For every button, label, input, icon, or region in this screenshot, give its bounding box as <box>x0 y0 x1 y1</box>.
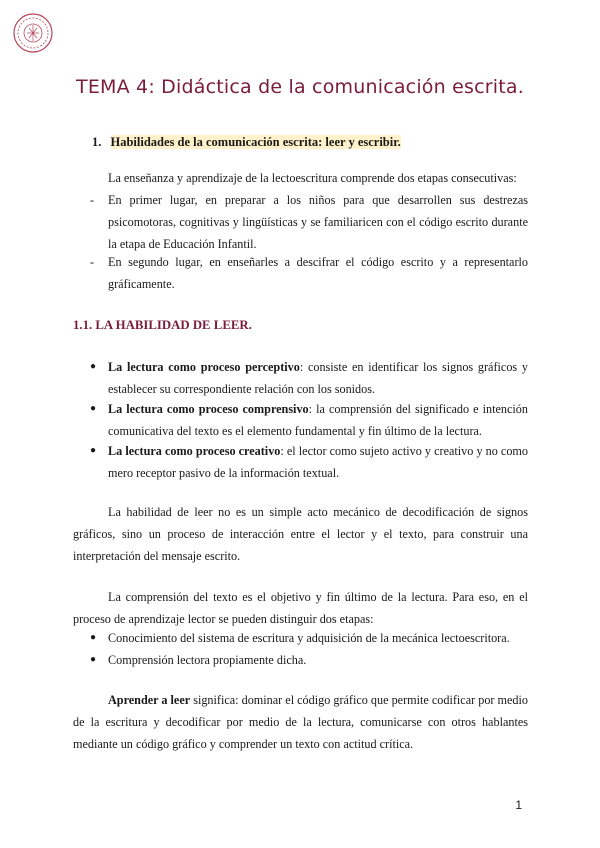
bullet-dot-icon: ● <box>90 445 97 456</box>
bullet-dot-icon: ● <box>90 654 97 665</box>
bullet-text: : el lector como sujeto activo y creativo y no como mero receptor pasivo de la información textual. <box>108 444 529 480</box>
university-seal-icon <box>12 12 54 54</box>
bullet-text: Comprensión lectora propiamente dicha. <box>108 653 307 667</box>
subsection-heading: 1.1. LA HABILIDAD DE LEER. <box>73 318 252 332</box>
bullet-text: : la comprensión del significado e intención comunicativa del texto es el elemento fundamental y fin último de la lectura. <box>108 402 528 438</box>
section-title: Habilidades de la comunicación escrita: leer y escribir. <box>110 135 401 149</box>
reading-bullet-3 <box>90 440 529 484</box>
paragraph-2: La comprensión del texto es el objetivo y fin último de la lectura. Para eso, en el proceso de aprendizaje lector se pueden distinguir dos etapas: <box>73 590 528 626</box>
bullet-dot-icon: ● <box>90 632 97 643</box>
section-number: 1. <box>92 135 102 149</box>
stage-bullet-1 <box>90 627 528 649</box>
bullet-text: : consiste en identificar los signos gráficos y establecer su correspondiente relación con los sonidos. <box>108 360 529 396</box>
intro-paragraph: La enseñanza y aprendizaje de la lectoescritura comprende dos etapas consecutivas: <box>108 171 517 185</box>
page-number: 1 <box>515 798 522 812</box>
paragraph-term: Aprender a leer <box>108 693 191 707</box>
paragraph-3 <box>73 689 528 755</box>
dash-item-1 <box>90 189 528 255</box>
bullet-term: La lectura como proceso creativo <box>108 444 281 458</box>
reading-bullet-1 <box>90 356 529 400</box>
dash-item-text: En segundo lugar, en enseñarles a descifrar el código escrito y a representarlo gráficamente. <box>108 255 528 291</box>
paragraph-text: significa: dominar el código gráfico que permite codificar por medio de la escritura y decodificar por medio de la lectura, comunicarse con otros hablantes mediante un código gráfico y comprender un texto con actitud crítica. <box>73 693 528 751</box>
section-heading <box>92 135 401 150</box>
bullet-term: La lectura como proceso perceptivo <box>108 360 300 374</box>
bullet-dot-icon: ● <box>90 361 97 372</box>
dash-marker: - <box>90 255 95 269</box>
dash-item-text: En primer lugar, en preparar a los niños para que desarrollen sus destrezas psicomotoras, cognitivas y lingüísticas y se familiaricen con el código escrito durante la etapa de Educación Infantil. <box>108 193 528 251</box>
bullet-term: La lectura como proceso comprensivo <box>108 402 309 416</box>
paragraph-1: La habilidad de leer no es un simple acto mecánico de decodificación de signos gráficos, sino un proceso de interacción entre el lector y el texto, para construir una interpretación del mensaje escrito. <box>73 505 528 563</box>
bullet-dot-icon: ● <box>90 403 97 414</box>
dash-marker: - <box>90 193 95 207</box>
reading-bullet-2 <box>90 398 528 442</box>
bullet-text: Conocimiento del sistema de escritura y adquisición de la mecánica lectoescritora. <box>108 631 510 645</box>
dash-item-2 <box>90 251 528 295</box>
stage-bullet-2 <box>90 649 528 671</box>
page-title: TEMA 4: Didáctica de la comunicación escrita. <box>76 76 524 98</box>
